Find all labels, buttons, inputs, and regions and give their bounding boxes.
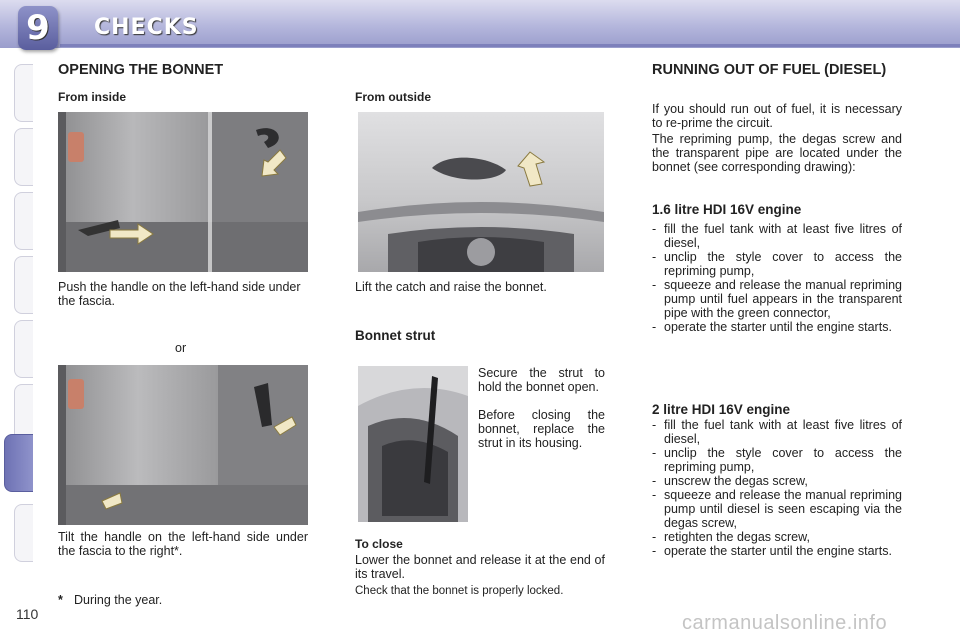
chapter-tab[interactable] xyxy=(14,64,33,122)
chapter-tab-active[interactable] xyxy=(4,434,33,492)
photo-outside-catch xyxy=(358,112,604,272)
engine1-steps xyxy=(652,222,902,334)
fuel-pump-location-text: The repriming pump, the degas screw and the transparent pipe are located under the bonnet (see corresponding drawing): xyxy=(652,132,902,174)
chapter-tab[interactable] xyxy=(14,192,33,250)
engine1-step: - fill the fuel tank with at least five litres of diesel, xyxy=(652,222,902,250)
photo-inside-handle-push xyxy=(58,112,308,272)
section-title-running-out-fuel: RUNNING OUT OF FUEL (DIESEL) xyxy=(652,62,887,78)
chapter-tab[interactable] xyxy=(14,504,33,562)
engine2-steps xyxy=(652,418,902,558)
engine2-step: - squeeze and release the manual repriming pump until diesel is seen escaping via the degas screw, xyxy=(652,488,902,530)
strut-text-secure: Secure the strut to hold the bonnet open. xyxy=(478,366,605,394)
engine1-step: - squeeze and release the manual repriming pump until fuel appears in the transparent pipe with the green connector, xyxy=(652,278,902,320)
photo-inside-handle-tilt xyxy=(58,365,308,525)
subheading-from-outside: From outside xyxy=(355,90,432,104)
engine1-step: - unclip the style cover to access the repriming pump, xyxy=(652,250,902,278)
engine1-step: - operate the starter until the engine starts. xyxy=(652,320,902,334)
footnote-star: * xyxy=(58,593,63,607)
photo-bonnet-strut xyxy=(358,366,468,522)
chapter-tabs xyxy=(0,64,32,576)
fuel-intro-text: If you should run out of fuel, it is necessary to re-prime the circuit. xyxy=(652,102,902,130)
chapter-tab[interactable] xyxy=(14,256,33,314)
engine1-title: 1.6 litre HDI 16V engine xyxy=(652,202,802,217)
chapter-title: CHECKS xyxy=(94,15,199,40)
chapter-tab[interactable] xyxy=(14,320,33,378)
to-close-text: Lower the bonnet and release it at the end of its travel. xyxy=(355,553,605,581)
subheading-to-close: To close xyxy=(355,537,403,551)
engine2-step: - retighten the degas screw, xyxy=(652,530,902,544)
chapter-badge xyxy=(18,6,58,50)
footnote-text: During the year. xyxy=(74,593,163,607)
strut-text-before-closing: Before closing the bonnet, replace the strut in its housing. xyxy=(478,408,605,450)
subheading-from-inside: From inside xyxy=(58,90,127,104)
section-title-bonnet-strut: Bonnet strut xyxy=(355,328,436,343)
caption-tilt-handle: Tilt the handle on the left-hand side under the fascia to the right*. xyxy=(58,530,308,558)
or-label: or xyxy=(175,341,187,355)
engine2-title: 2 litre HDI 16V engine xyxy=(652,402,791,417)
section-title-opening-bonnet: OPENING THE BONNET xyxy=(58,62,224,78)
page-number: 110 xyxy=(16,606,39,622)
header-rule xyxy=(60,44,960,47)
engine2-step: - operate the starter until the engine starts. xyxy=(652,544,902,558)
engine2-step: - unclip the style cover to access the repriming pump, xyxy=(652,446,902,474)
chapter-number: 9 xyxy=(26,8,50,48)
chapter-header xyxy=(0,0,960,48)
chapter-tab[interactable] xyxy=(14,128,33,186)
caption-push-handle: Push the handle on the left-hand side under the fascia. xyxy=(58,280,301,308)
caption-lift-catch: Lift the catch and raise the bonnet. xyxy=(355,280,547,294)
watermark: carmanualsonline.info xyxy=(682,612,888,634)
check-locked-text: Check that the bonnet is properly locked. xyxy=(355,585,564,597)
engine2-step: - unscrew the degas screw, xyxy=(652,474,902,488)
engine2-step: - fill the fuel tank with at least five litres of diesel, xyxy=(652,418,902,446)
